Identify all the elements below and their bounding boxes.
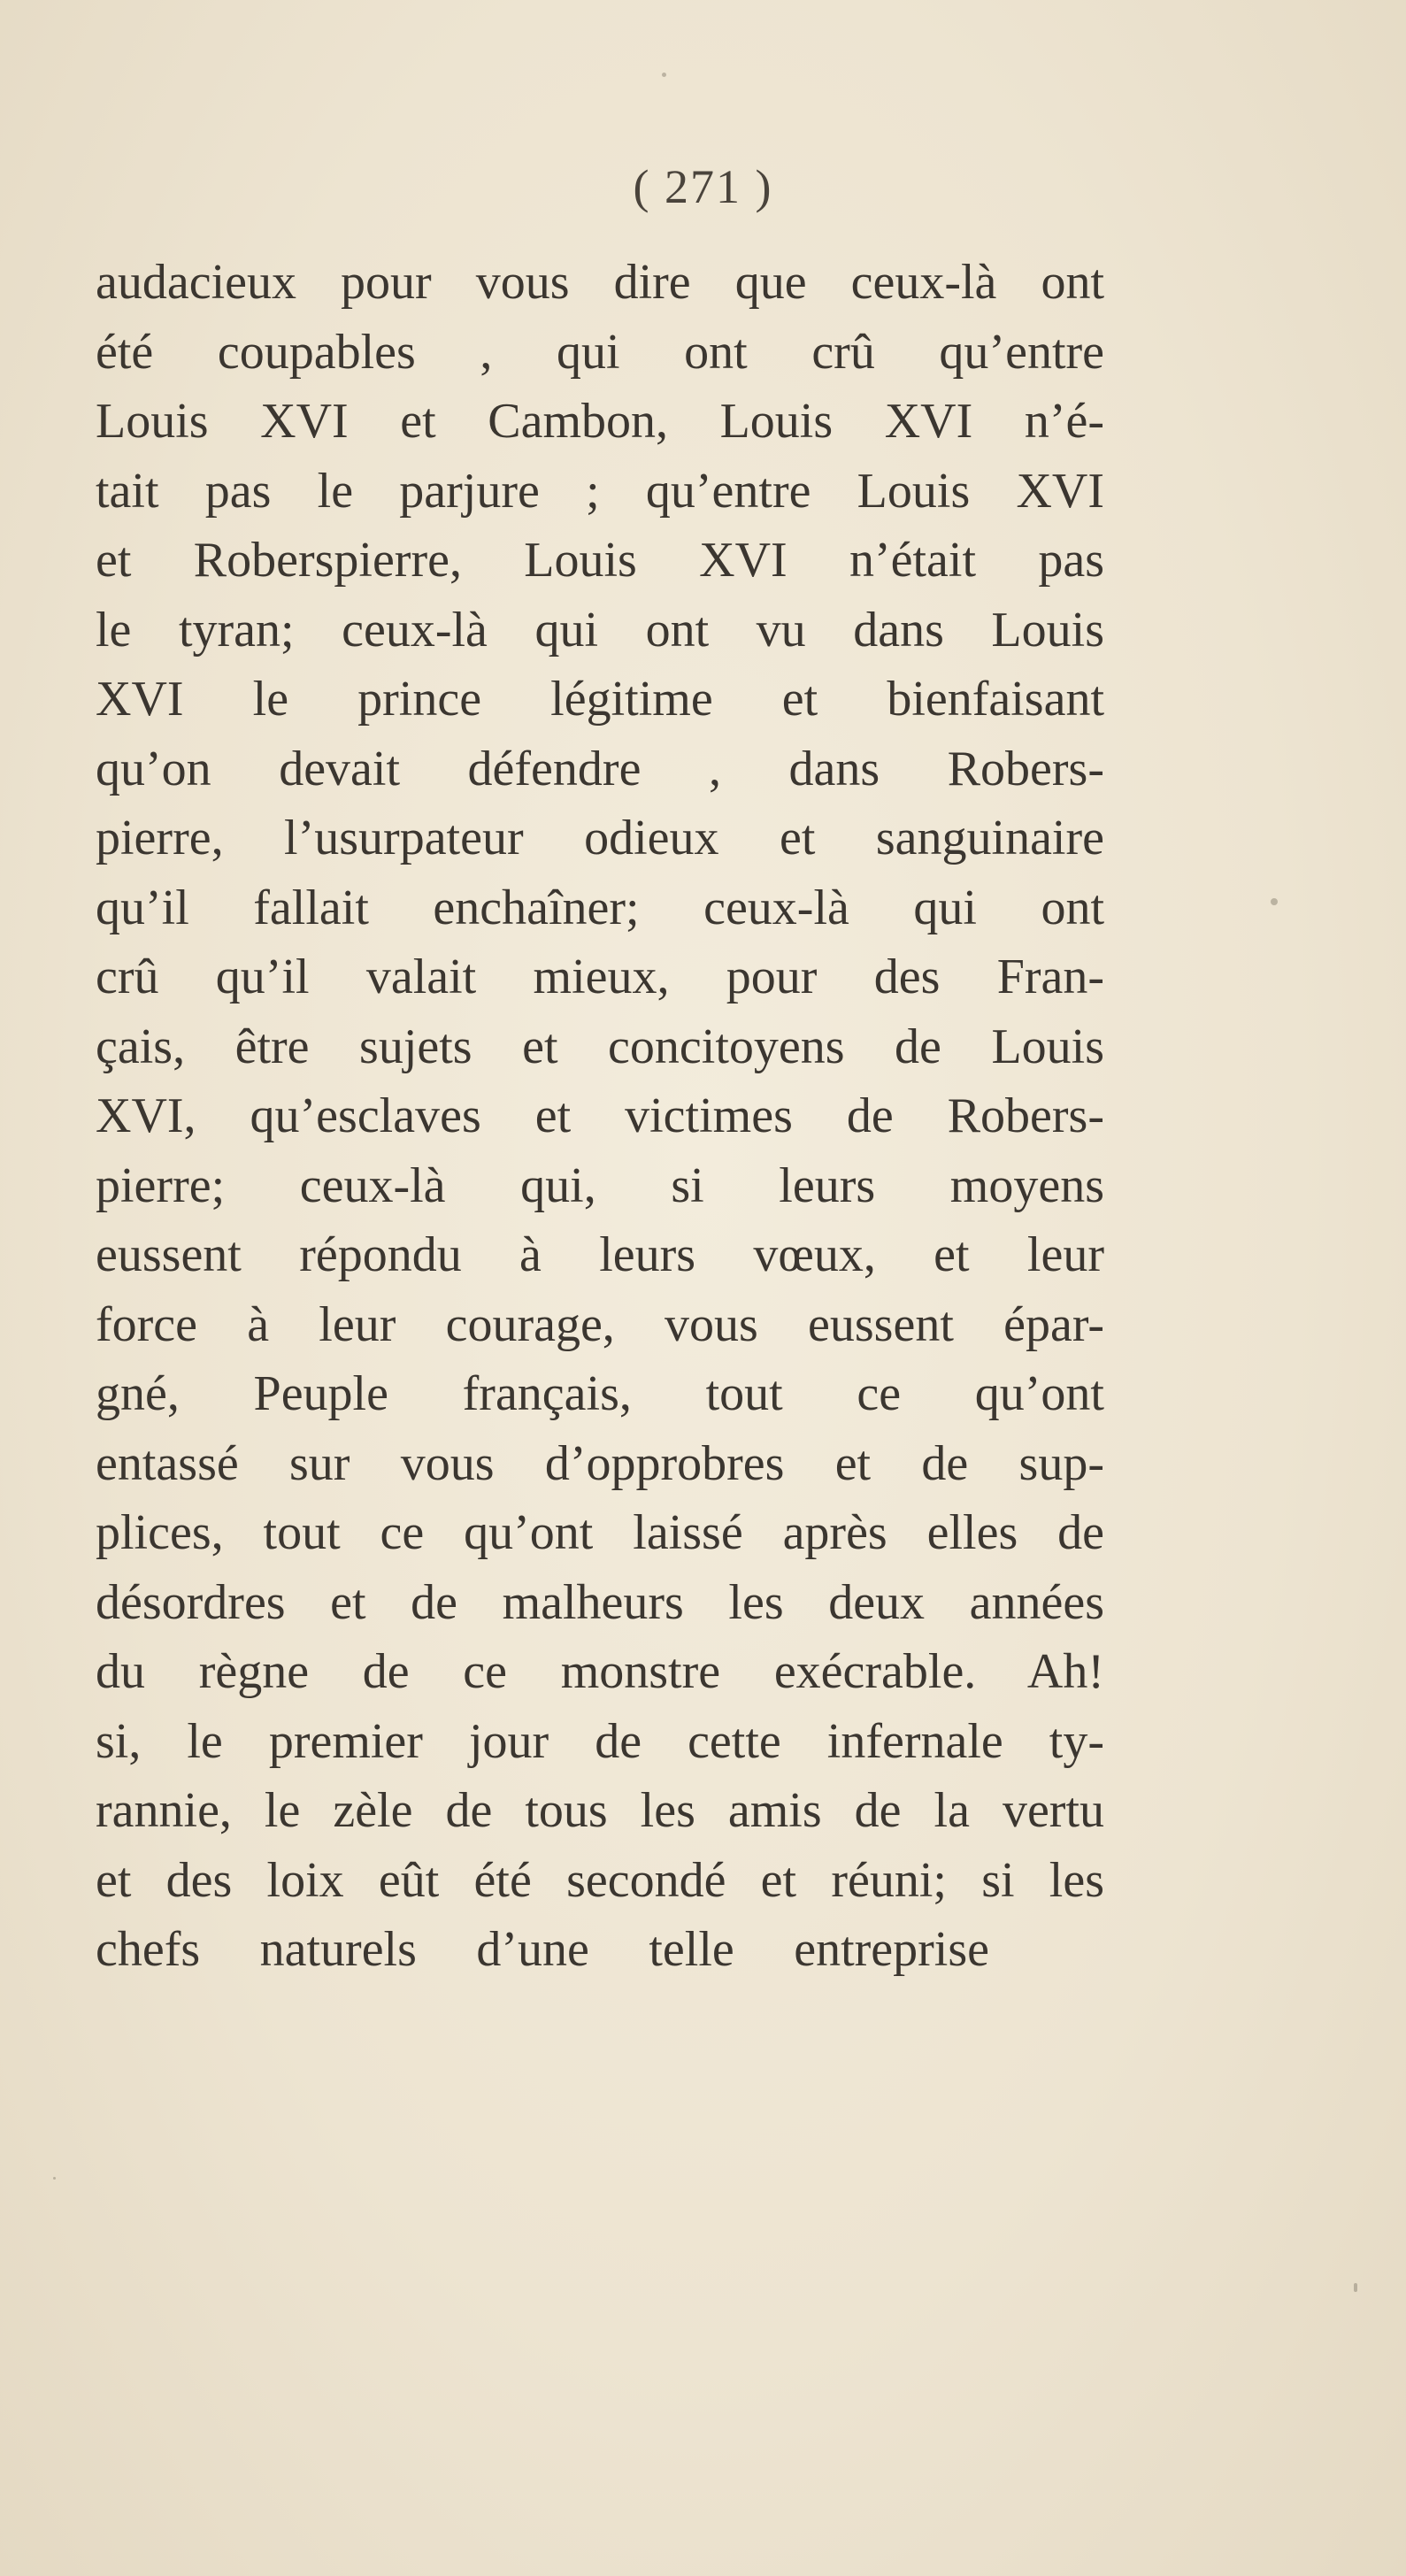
text-line: audacieux pour vous dire que ceux-là ont [96, 255, 1104, 310]
text-line: force à leur courage, vous eussent épar- [96, 1296, 1104, 1352]
text-line: été coupables , qui ont crû qu’entre [96, 324, 1104, 380]
text-line: qu’il fallait enchaîner; ceux-là qui ont [96, 880, 1104, 935]
text-line: Louis XVI et Cambon, Louis XVI n’é- [96, 394, 1104, 449]
text-line: chefs naturels d’une telle entreprise [96, 1922, 989, 1977]
text-line: rannie, le zèle de tous les amis de la vertu [96, 1783, 1104, 1838]
text-line: çais, être sujets et concitoyens de Louis [96, 1019, 1104, 1074]
text-line: eussent répondu à leurs vœux, et leur [96, 1227, 1104, 1282]
text-line: qu’on devait défendre , dans Robers- [96, 741, 1104, 796]
page-number: ( 271 ) [633, 160, 773, 213]
paper-speck [662, 73, 666, 77]
text-line: pierre; ceux-là qui, si leurs moyens [96, 1157, 1104, 1213]
paper-speck [53, 2177, 56, 2180]
text-line: le tyran; ceux-là qui ont vu dans Louis [96, 602, 1104, 657]
text-line: gné, Peuple français, tout ce qu’ont [96, 1366, 1104, 1421]
text-line: si, le premier jour de cette infernale ty- [96, 1713, 1104, 1769]
text-line: du règne de ce monstre exécrable. Ah! [96, 1644, 1104, 1699]
text-line: désordres et de malheurs les deux années [96, 1574, 1104, 1630]
text-line: tait pas le parjure ; qu’entre Louis XVI [96, 463, 1104, 519]
text-line: plices, tout ce qu’ont laissé après elles de [96, 1505, 1104, 1560]
text-line: et des loix eût été secondé et réuni; si les [96, 1852, 1104, 1908]
text-line: entassé sur vous d’opprobres et de sup- [96, 1435, 1104, 1491]
paper-speck [1271, 898, 1278, 905]
text-line: XVI, qu’esclaves et victimes de Robers- [96, 1088, 1104, 1143]
text-line: XVI le prince légitime et bienfaisant [96, 672, 1104, 727]
paper-speck [1354, 2283, 1357, 2292]
text-line: et Roberspierre, Louis XVI n’était pas [96, 533, 1104, 588]
body-text [96, 248, 1104, 1985]
text-line: pierre, l’usurpateur odieux et sanguinaire [96, 811, 1104, 865]
text-line: crû qu’il valait mieux, pour des Fran- [96, 950, 1104, 1004]
